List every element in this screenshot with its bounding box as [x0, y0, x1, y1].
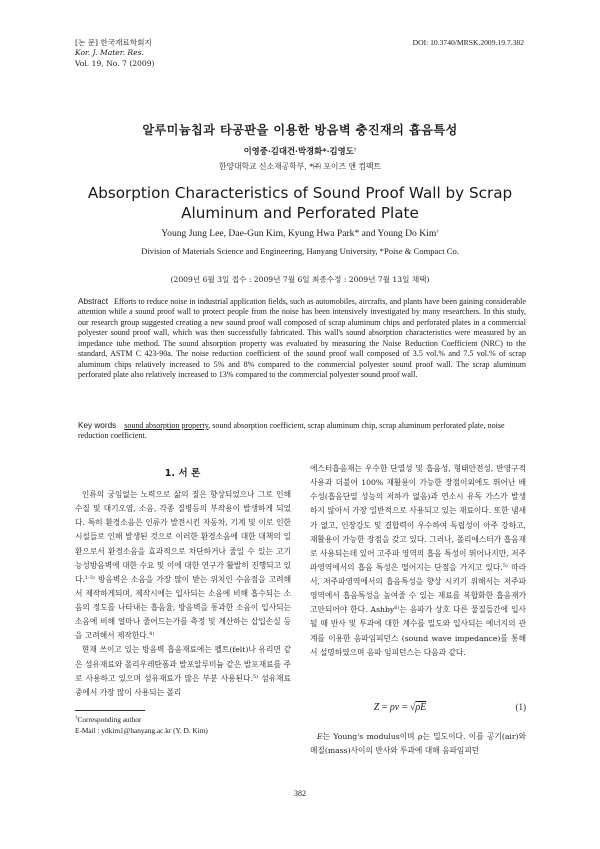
corresponding-mark-en: † — [436, 230, 439, 235]
sqrt-sign: √ — [409, 702, 416, 713]
corresponding-mark-ko: † — [353, 147, 357, 153]
title-korean: 알루미늄칩과 타공판을 이용한 방음벽 충진재의 흡음특성 — [142, 123, 458, 137]
footnote-mark: † — [75, 716, 78, 721]
equation-number: (1) — [515, 702, 526, 712]
citation: 6) — [394, 605, 400, 612]
abstract-label: Abstract — [78, 297, 109, 306]
keywords-label: Key words — [78, 421, 117, 430]
equation-1 — [310, 700, 526, 718]
journal-name-en: Kor. J. Mater. Res. — [75, 48, 144, 58]
journal-volume: Vol. 19, No. 7 (2009) — [75, 58, 155, 68]
journal-name-ko: [논 문] 한국재료학회지 — [75, 38, 152, 47]
authors-english-names: Young Jung Lee, Dae-Gun Kim, Kyung Hwa Park* and Young Do Kim — [161, 228, 437, 239]
citation: 5) — [502, 562, 508, 569]
keywords — [78, 421, 526, 442]
citation: 4) — [149, 631, 155, 638]
paragraph: E는 Young's modulus이며 ρ는 밀도이다. 이를 공기(air)와 매질(mass)사이의 반사와 투과에 대해 음파임피던 — [310, 732, 526, 756]
journal-header — [75, 38, 155, 69]
footnote-divider — [75, 710, 145, 711]
authors-korean — [0, 145, 600, 157]
body-column-left — [75, 488, 291, 700]
body-column-right — [310, 462, 526, 660]
paragraph: 현재 쓰이고 있는 방음벽 흡음재료에는 펠트(felt)나 유리면 같은 섬유재료와 폴리우레탄폼과 발포알루미늄 같은 발포재료를 주로 사용하고 있으며 섬유재료가 많은 부분 사용된다.$^{5)}$ 섬유재료중에서 가장 많이 사용되는 폴리 — [75, 645, 291, 697]
section-title-introduction: 1. 서 론 — [164, 468, 201, 479]
authors-korean-names: 이영중·김대건·박경화*·김영도 — [243, 146, 354, 156]
footnote — [75, 714, 208, 736]
equation-expression: Z = ρv = √ρE — [373, 702, 427, 713]
body-column-right-continued — [310, 730, 526, 758]
authors-english — [0, 228, 600, 239]
keyword-first: sound absorption property — [124, 421, 209, 430]
affiliation-korean: 한양대학교 신소재공학부, *㈜ 포이즈 앤 컴팩트 — [218, 162, 382, 171]
affiliation-english: Division of Materials Science and Engineering, Hanyang University, *Poise & Compact Co. — [141, 246, 459, 256]
footnote-line-2: E-Mail : ydkim1@hanyang.ac.kr (Y. D. Kim) — [75, 726, 208, 735]
paragraph: 에스터흡음재는 우수한 단열성 및 흡음성, 형태안전성, 반영구적 사용과 더불어 100% 재활용이 가능한 장점이외에도 뛰어난 배수성(흡음단열 성능의 저하가 없음)과 연소시 유독 가스가 발생하지 않아서 가장 일반적으로 사용되고 있는 재료이다. 또한 냄새가 없고, 인장강도 및 결합력이 우수하여 독립성이 아주 강하고, 재활용이 가능한 장점을 갖고 있다. 그러나, 폴리에스터가 흡음재로 사용되는데 있어 고주파 영역의 흡음 특성이 뛰어나지만, 저주파영역에서의 흡음 특성은 떨어지는 단점을 가지고 있다.$^{5)}$ 따라서, 저주파영역에서의 흡음특성을 향상 시키기 위해서는 저주파영역에서 흡음특성을 높여줄 수 있는 재료를 복합화한 흡음재가 고안되어야 한다. Ashby$^{6)}$는 음파가 상호 다른 물질들간에 입사될 때 반사 및 투과에 대한 계수를 밀도와 입사되는 에너지의 관계를 이용한 음파임피던스 (sound wave impedance)를 통해서 설명하였으며 음파 임피던스는 다음과 같다. — [310, 464, 526, 657]
title-english: Absorption Characteristics of Sound Proof Wall by Scrap Aluminum and Perforated Plate — [87, 184, 513, 222]
doi: DOI: 10.3740/MRSK.2009.19.7.382 — [412, 38, 524, 47]
abstract — [78, 297, 526, 381]
paragraph: 인류의 궁임없는 노력으로 삶의 질은 향상되었으나 그로 인해 수질 및 대기오염, 소음, 각종 질병등의 부작용이 발생하게 되었다. 특히 환경소음은 인류가 발전시킨 자동차, 기계 및 이로 인한 시설들로 인해 발생된 것으로 이러한 환경소음에 대한 대책의 일환으로서 환경소음을 효과적으로 차단하거나 줄일 수 있는 고기능성방음벽에 대한 수요 및 이에 대한 연구가 활발히 진행되고 있다.$^{1-3)}$ 방음벽은 소음을 가장 많이 받는 위치인 수음점을 고려해서 제작하게되며, 제작시에는 입사되는 소음에 비해 흡수되는 소음의 정도를 나타내는 흡음율, 방음벽을 통과한 소음이 입사되는 소음에 비해 얼마나 줄어드는가를 측정 및 계산하는 삽입손실 등을 고려해서 제작한다.$^{4)}$ — [75, 490, 291, 641]
abstract-text: Efforts to reduce noise in industrial application fields, such as automobiles, aircrafts, and plants have been gaining considerable attention while a sound proof wall to protect people from the noise has been intensively investigated by many researchers. In this study, our research group suggested creating a new sound proof wall composed of scrap aluminum chips and perforated plates in a commercial polyester sound proof wall, which was then successfully fabricated. This wall's sound absorption characteristics were measured by an impedance tube method. The sound absorption property was evaluated by measuring the Noise Reduction Coefficient (NRC) to the standard, ASTM C 423-90a. The noise reduction coefficient of the sound proof wall composed of 3.5 vol.% and 7.5 vol.% of scrap aluminum chips relatively increased to 5% and 8% compared to the commercial polyester sound proof wall. The scrap aluminum perforated plate also relatively increased to 13% compared to the commercial polyester sound proof wall. — [78, 297, 526, 380]
keywords-rest: , sound absorption coefficient, scrap aluminum chip, scrap aluminum perforated plate, noise reduction coefficient. — [78, 421, 505, 441]
received-dates: (2009년 6월 3일 접수 : 2009년 7월 6일 최종수정 : 2009년 7월 13일 채택) — [170, 275, 430, 284]
citation: 1-3) — [84, 574, 95, 581]
page-number: 382 — [294, 789, 306, 798]
citation: 5) — [252, 673, 259, 680]
footnote-line-1: †Corresponding author — [75, 715, 142, 724]
